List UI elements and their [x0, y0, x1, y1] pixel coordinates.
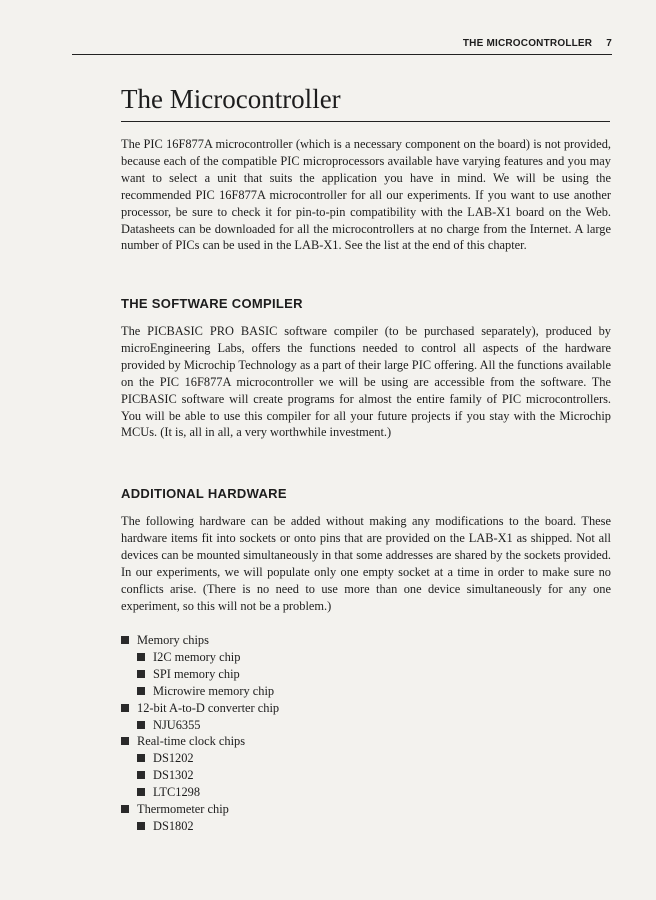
list-item: Memory chips [121, 632, 521, 649]
list-item: 12-bit A-to-D converter chip [121, 700, 521, 717]
running-title: THE MICROCONTROLLER [462, 38, 593, 49]
list-item: I2C memory chip [121, 649, 521, 666]
section-paragraph-additional-hardware: The following hardware can be added without making any modifications to the board. These hardware items fit into sockets or onto pins that are provided on the LAB-X1 as shipped. Not all devices can be mounted simultaneously in that some addresses are shared by the sockets provided. In our experiments, we will populate only one empty socket at a time in order to make sure no conflicts arise. (There is no need to use more than one device simultaneously for any one experiment, so this will not be a problem.) [121, 514, 611, 613]
list-item: DS1302 [121, 767, 521, 784]
list-item: Real-time clock chips [121, 733, 521, 750]
list-item: DS1802 [121, 818, 521, 835]
intro-paragraph: The PIC 16F877A microcontroller (which is a necessary component on the board) is not provided, because each of the compatible PIC microprocessors available have varying features and you may want to select a unit that suits the application you have in mind. We will be using the recommended PIC 16F877A microcontroller for all our experiments. If you want to use another processor, be sure to check it for pin-to-pin compatibility with the LAB-X1 board on the Web. Datasheets can be downloaded for all the microcontrollers at no charge from the Internet. A large number of PICs can be used in the LAB-X1. See the list at the end of this chapter. [121, 137, 611, 253]
section-paragraph-software-compiler: The PICBASIC PRO BASIC software compiler (to be purchased separately), produced by microEngineering Labs, offers the functions needed to control all aspects of the hardware provided by Microchip Technology as a part of their large PIC offering. All the functions available on the PIC 16F877A microcontroller we will be using are accessible from the software. The PICBASIC software will create programs for almost the entire family of PIC microcontrollers. You will be able to use this compiler for all your future projects if you stay with the Microchip MCUs. (It is, all in all, a very worthwhile investment.) [121, 324, 611, 440]
list-item: Thermometer chip [121, 801, 521, 818]
list-item: NJU6355 [121, 717, 521, 734]
list-item: LTC1298 [121, 784, 521, 801]
list-item: SPI memory chip [121, 666, 521, 683]
section-heading-additional-hardware: ADDITIONAL HARDWARE [121, 486, 287, 501]
list-item: Microwire memory chip [121, 683, 521, 700]
list-item: DS1202 [121, 750, 521, 767]
page-number: 7 [606, 38, 612, 49]
running-header [72, 38, 612, 55]
chapter-title: The Microcontroller [121, 84, 610, 122]
hardware-list [121, 632, 521, 835]
section-heading-software-compiler: THE SOFTWARE COMPILER [121, 296, 303, 311]
